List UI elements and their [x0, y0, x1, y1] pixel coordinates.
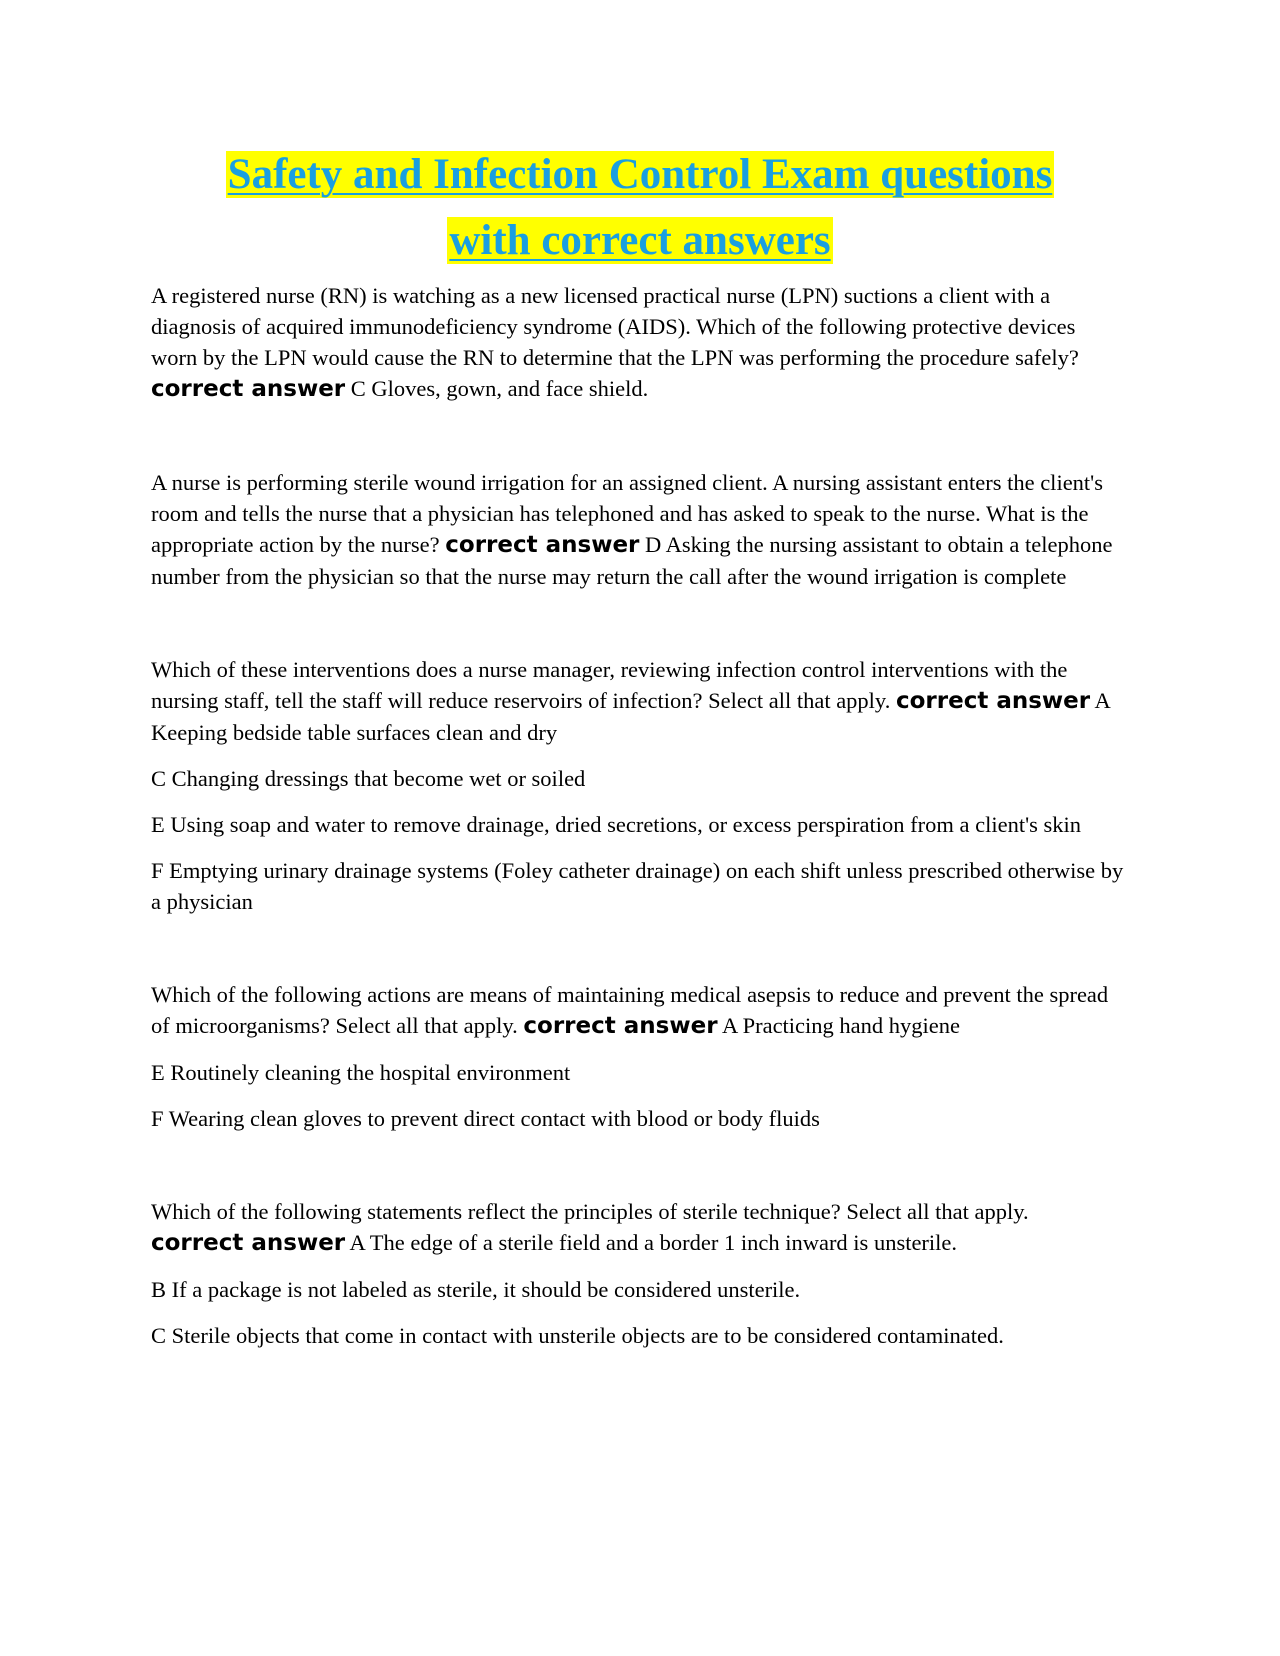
question-1 [151, 280, 1126, 405]
spacer [151, 1259, 1126, 1274]
question-4 [151, 979, 1126, 1042]
correct-answer-label: correct answer [895, 688, 1091, 714]
correct-answer-label: correct answer [151, 1230, 346, 1256]
answer-option: E Using soap and water to remove drainage, dried secretions, or excess perspiration from a client's skin [151, 812, 1082, 837]
spacer [151, 917, 1126, 979]
answer-option: C Changing dressings that become wet or soiled [151, 766, 586, 791]
spacer [151, 1042, 1126, 1057]
spacer [151, 1305, 1126, 1320]
spacer [151, 592, 1126, 654]
answer-text: A Practicing hand hygiene [721, 1013, 961, 1038]
document-title [150, 146, 1130, 278]
title-line-1: Safety and Infection Control Exam questions [227, 151, 1053, 198]
spacer [151, 405, 1126, 467]
spacer [151, 1134, 1126, 1196]
correct-answer-label: correct answer [523, 1013, 718, 1039]
question-text: Which of the following statements reflect the principles of sterile technique? Select all that apply. [151, 1199, 1029, 1224]
spacer [151, 1088, 1126, 1103]
question-3 [151, 654, 1126, 748]
spacer [151, 794, 1126, 809]
question-2 [151, 467, 1126, 592]
question-text: A registered nurse (RN) is watching as a new licensed practical nurse (LPN) suctions a client with a diagnosis of acquired immunodeficiency syndrome (AIDS). Which of the following protective devices worn by the LPN would cause the RN to determine that the LPN was performing the procedure safely? [151, 283, 1079, 370]
answer-option: E Routinely cleaning the hospital environment [151, 1060, 571, 1085]
answer-text: C Gloves, gown, and face shield. [350, 376, 649, 401]
question-text: A nurse is performing sterile wound irrigation for an assigned client. A nursing assistant enters the client's room and tells the nurse that a physician has telephoned and has asked to speak to the nurse. What is the appropriate action by the nurse? [151, 470, 1103, 557]
answer-text: A Keeping bedside table surfaces clean and dry [151, 688, 1110, 745]
answer-text: A The edge of a sterile field and a border 1 inch inward is unsterile. [349, 1230, 958, 1255]
answer-option: C Sterile objects that come in contact with unsterile objects are to be considered contaminated. [151, 1323, 1004, 1348]
correct-answer-label: correct answer [445, 532, 640, 558]
question-5 [151, 1196, 1126, 1259]
correct-answer-label: correct answer [151, 376, 346, 402]
title-line-2: with correct answers [449, 217, 831, 264]
spacer [151, 840, 1126, 855]
answer-text: D Asking the nursing assistant to obtain a telephone number from the physician so that the nurse may return the call after the wound irrigation is complete [151, 532, 1113, 589]
document-body [151, 280, 1126, 1351]
answer-option: F Wearing clean gloves to prevent direct contact with blood or body fluids [151, 1106, 820, 1131]
answer-option: F Emptying urinary drainage systems (Foley catheter drainage) on each shift unless prescribed otherwise by a physician [151, 858, 1124, 914]
spacer [151, 748, 1126, 763]
question-text: Which of the following actions are means of maintaining medical asepsis to reduce and prevent the spread of microorganisms? Select all that apply. [151, 982, 1109, 1038]
question-text: Which of these interventions does a nurse manager, reviewing infection control interventions with the nursing staff, tell the staff will reduce reservoirs of infection? Select all that apply. [151, 657, 1068, 713]
answer-option: B If a package is not labeled as sterile, it should be considered unsterile. [151, 1277, 801, 1302]
